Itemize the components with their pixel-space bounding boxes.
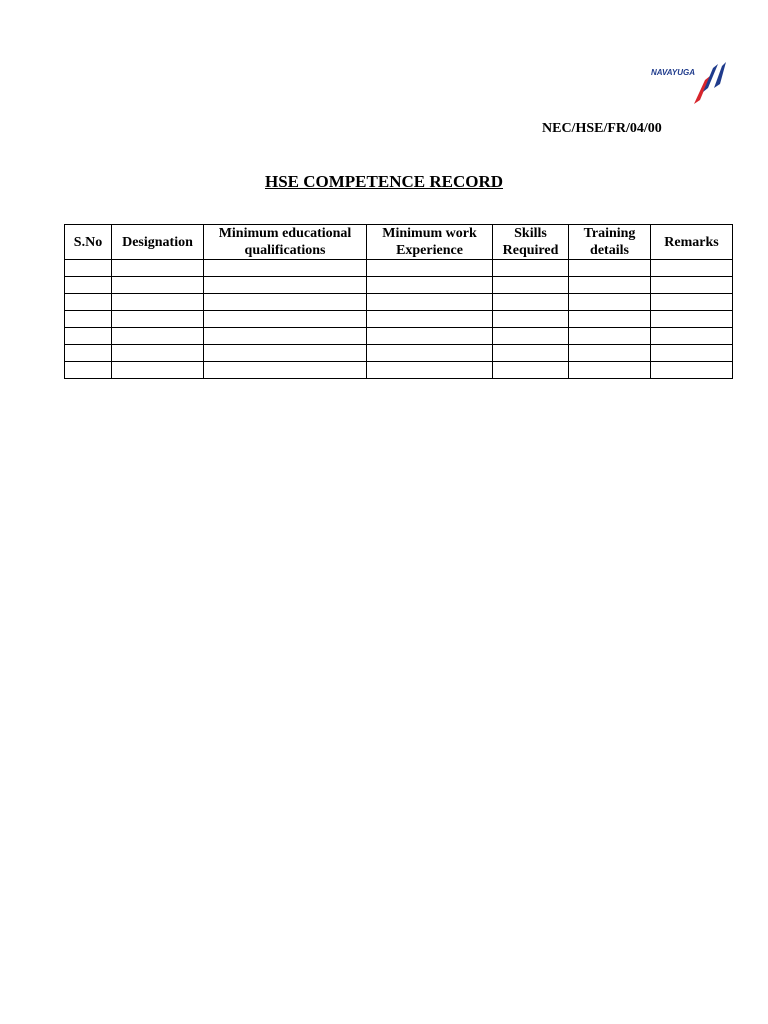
- table-cell[interactable]: [204, 277, 367, 294]
- table-cell[interactable]: [651, 345, 733, 362]
- column-header-training-label: Training details: [583, 226, 636, 258]
- table-cell[interactable]: [569, 260, 651, 277]
- table-cell[interactable]: [651, 260, 733, 277]
- table-cell[interactable]: [651, 328, 733, 345]
- table-row: [65, 311, 733, 328]
- table-cell[interactable]: [651, 311, 733, 328]
- table-row: [65, 328, 733, 345]
- column-header-training: [569, 225, 651, 260]
- column-header-experience-label: Minimum work Experience: [382, 226, 477, 258]
- table-cell[interactable]: [569, 311, 651, 328]
- table-cell[interactable]: [65, 328, 112, 345]
- column-header-remarks: Remarks: [651, 225, 733, 260]
- table-cell[interactable]: [493, 294, 569, 311]
- table-cell[interactable]: [204, 328, 367, 345]
- table-cell[interactable]: [204, 260, 367, 277]
- table-cell[interactable]: [204, 311, 367, 328]
- table-cell[interactable]: [367, 294, 493, 311]
- table-header-row: [65, 225, 733, 260]
- table-cell[interactable]: [569, 277, 651, 294]
- table-cell[interactable]: [65, 277, 112, 294]
- column-header-skills-label: Skills Required: [502, 226, 559, 258]
- table-row: [65, 277, 733, 294]
- table-cell[interactable]: [112, 260, 204, 277]
- logo-wordmark: NAVAYUGA: [651, 68, 695, 77]
- company-logo: [648, 58, 732, 106]
- column-header-qualifications-label: Minimum educational qualifications: [218, 226, 352, 258]
- table-cell[interactable]: [112, 294, 204, 311]
- table-cell[interactable]: [112, 362, 204, 379]
- column-header-qualifications: [204, 225, 367, 260]
- table-cell[interactable]: [65, 311, 112, 328]
- table-cell[interactable]: [569, 328, 651, 345]
- table-cell[interactable]: [569, 294, 651, 311]
- table-cell[interactable]: [651, 362, 733, 379]
- table-row: [65, 260, 733, 277]
- table-cell[interactable]: [204, 362, 367, 379]
- table-cell[interactable]: [367, 328, 493, 345]
- table-cell[interactable]: [367, 311, 493, 328]
- table-cell[interactable]: [651, 277, 733, 294]
- table-cell[interactable]: [112, 311, 204, 328]
- table-cell[interactable]: [367, 345, 493, 362]
- table-cell[interactable]: [204, 345, 367, 362]
- column-header-designation: Designation: [112, 225, 204, 260]
- table-row: [65, 345, 733, 362]
- table-row: [65, 362, 733, 379]
- document-code: NEC/HSE/FR/04/00: [542, 121, 662, 136]
- navayuga-logo-icon: [648, 58, 732, 106]
- table-cell[interactable]: [493, 362, 569, 379]
- column-header-skills: [493, 225, 569, 260]
- table-cell[interactable]: [569, 362, 651, 379]
- table-cell[interactable]: [65, 294, 112, 311]
- table-cell[interactable]: [112, 328, 204, 345]
- table-row: [65, 294, 733, 311]
- competence-record-table: [64, 224, 733, 379]
- table-cell[interactable]: [569, 345, 651, 362]
- table-cell[interactable]: [204, 294, 367, 311]
- table-cell[interactable]: [493, 260, 569, 277]
- table-cell[interactable]: [112, 345, 204, 362]
- table-body: [65, 260, 733, 379]
- table-cell[interactable]: [367, 277, 493, 294]
- table-cell[interactable]: [65, 362, 112, 379]
- table-cell[interactable]: [65, 345, 112, 362]
- page-title: HSE COMPETENCE RECORD: [264, 172, 504, 191]
- column-header-sno: S.No: [65, 225, 112, 260]
- table-cell[interactable]: [493, 345, 569, 362]
- table-cell[interactable]: [367, 260, 493, 277]
- table-cell[interactable]: [493, 328, 569, 345]
- table-cell[interactable]: [65, 260, 112, 277]
- table-cell[interactable]: [367, 362, 493, 379]
- column-header-experience: [367, 225, 493, 260]
- table-cell[interactable]: [493, 311, 569, 328]
- table-cell[interactable]: [493, 277, 569, 294]
- table-cell[interactable]: [651, 294, 733, 311]
- table-cell[interactable]: [112, 277, 204, 294]
